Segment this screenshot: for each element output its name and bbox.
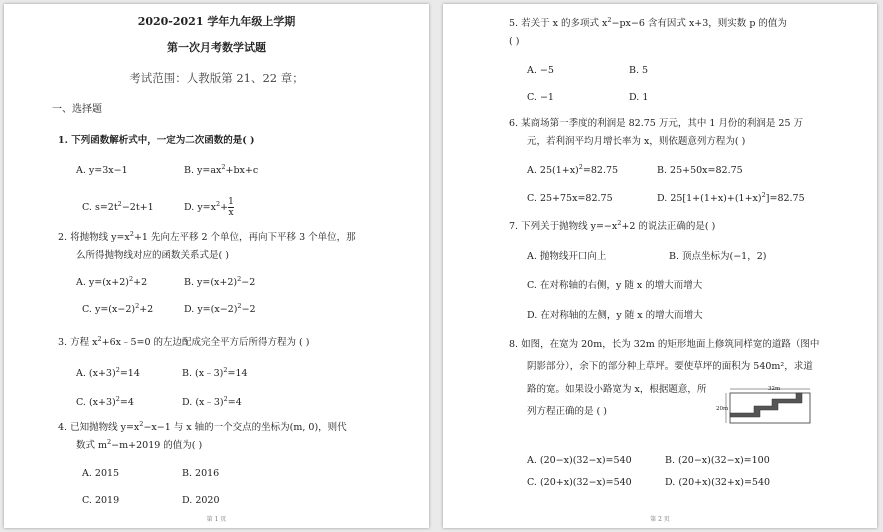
question-6-line-2: 元，若利润平均月增长率为 x，则依题意列方程为( ) bbox=[527, 136, 746, 147]
question-6-line-1: 6. 某商场第一季度的利润是 82.75 万元，其中 1 月份的利润是 25 万 bbox=[509, 118, 804, 129]
q7-option-c: C. 在对称轴的右侧，y 随 x 的增大而增大 bbox=[527, 280, 703, 291]
q5-option-b: B. 5 bbox=[629, 65, 649, 76]
length-label: 32m bbox=[768, 386, 781, 392]
q4-option-b: B. 2016 bbox=[182, 468, 220, 479]
width-label: 20m bbox=[716, 406, 729, 412]
section-heading: 一、选择题 bbox=[52, 104, 102, 115]
q6-option-a: A. $25(1+x)^2=82.75$ bbox=[527, 162, 619, 176]
q5-option-d: D. 1 bbox=[629, 92, 649, 103]
question-4-line-1: 4. 已知抛物线 $y=x^2-x-1$ 与 x 轴的一个交点的坐标为(m, 0)，则代 bbox=[58, 419, 347, 433]
exam-title: 2020-2021 学年九年级上学期 bbox=[137, 15, 296, 28]
q5-option-a: A. −5 bbox=[527, 65, 554, 76]
q8-option-d: D. (20+x)(32+x)=540 bbox=[665, 477, 771, 488]
fraction: $\frac{1}{x}$ bbox=[228, 197, 234, 218]
question-4-line-2: 数式 $m^2-m+2019$ 的值为( ) bbox=[76, 437, 203, 451]
question-8-line-2: 阴影部分），余下的部分种上草坪。要使草坪的面积为 540m²，求道 bbox=[527, 361, 813, 372]
q8-option-b: B. (20−x)(32−x)=100 bbox=[665, 455, 770, 466]
question-8-line-1: 8. 如图，在宽为 20m，长为 32m 的矩形地面上修筑同样宽的道路（图中 bbox=[509, 339, 820, 350]
question-5-line-1: 5. 若关于 x 的多项式 $x^2-px-6$ 含有因式 x+3，则实数 p 的值为 bbox=[509, 15, 787, 29]
q4-option-a: A. 2015 bbox=[82, 468, 120, 479]
road-diagram bbox=[716, 385, 812, 425]
q1-option-c: C. $s=2t^2-2t+1$ bbox=[82, 199, 154, 213]
q3-option-a: A. $(x+3)^2=14$ bbox=[76, 365, 140, 379]
exam-page-1 bbox=[4, 4, 429, 528]
q7-option-a: A. 抛物线开口向上 bbox=[527, 251, 607, 262]
q3-option-b: B. (x﹣3)$^2$=14 bbox=[182, 365, 248, 379]
q7-option-b: B. 顶点坐标为(−1，2) bbox=[669, 251, 767, 262]
q8-option-a: A. (20−x)(32−x)=540 bbox=[527, 455, 632, 466]
q2-option-b: B. $y=(x+2)^2-2$ bbox=[184, 274, 256, 288]
q3-option-d: D. (x﹣3)$^2$=4 bbox=[182, 394, 242, 408]
q6-option-d: D. $25[1+(1+x)+(1+x)^2]=82.75$ bbox=[657, 190, 805, 204]
page-number: 第 2 页 bbox=[650, 516, 670, 523]
q2-option-c: C. $y=(x-2)^2+2$ bbox=[82, 301, 154, 315]
q4-option-c: C. 2019 bbox=[82, 495, 120, 506]
q1-option-d: D. $y=x^2+$ $\frac{1}{x}$ bbox=[184, 197, 234, 218]
exam-page-2 bbox=[443, 4, 877, 528]
q7-option-d: D. 在对称轴的左侧，y 随 x 的增大而增大 bbox=[527, 310, 703, 321]
question-2-line-2: 么所得抛物线对应的函数关系式是( ) bbox=[76, 250, 229, 261]
q8-option-c: C. (20+x)(32−x)=540 bbox=[527, 477, 632, 488]
question-8-line-4: 列方程正确的是 ( ) bbox=[527, 406, 607, 417]
q1-option-b: B. $y=ax^2+bx+c$ bbox=[184, 162, 259, 176]
q3-option-c: C. $(x+3)^2=4$ bbox=[76, 394, 134, 408]
question-7-stem: 7. 下列关于抛物线 $y=-x^2+2$ 的说法正确的是( ) bbox=[509, 218, 716, 232]
exam-scope: 考试范围：人教版第 21、22 章； bbox=[129, 71, 304, 85]
question-1-stem: 1. 下列函数解析式中，一定为二次函数的是( ) bbox=[58, 135, 255, 146]
question-8-line-3: 路的宽。如果设小路宽为 x，根据题意，所 bbox=[527, 384, 707, 395]
exam-subtitle: 第一次月考数学试题 bbox=[167, 41, 266, 54]
question-2-line-1: 2. 将抛物线 $y=x^2+1$ 先向左平移 2 个单位，再向下平移 3 个单位，那 bbox=[58, 229, 356, 243]
q5-option-c: C. −1 bbox=[527, 92, 554, 103]
q6-option-b: B. 25+50x=82.75 bbox=[657, 165, 743, 176]
q4-option-d: D. 2020 bbox=[182, 495, 220, 506]
question-5-line-2: ( ) bbox=[509, 36, 520, 47]
q2-option-a: A. $y=(x+2)^2+2$ bbox=[76, 274, 148, 288]
q1-option-a: A. y=3x−1 bbox=[76, 165, 128, 176]
q6-option-c: C. 25+75x=82.75 bbox=[527, 193, 613, 204]
page-number: 第 1 页 bbox=[206, 516, 227, 523]
q2-option-d: D. $y=(x-2)^2-2$ bbox=[184, 301, 256, 315]
question-3-stem: 3. 方程 $x^2+6x﹣5=0$ 的左边配成完全平方后所得方程为 ( ) bbox=[58, 334, 310, 348]
